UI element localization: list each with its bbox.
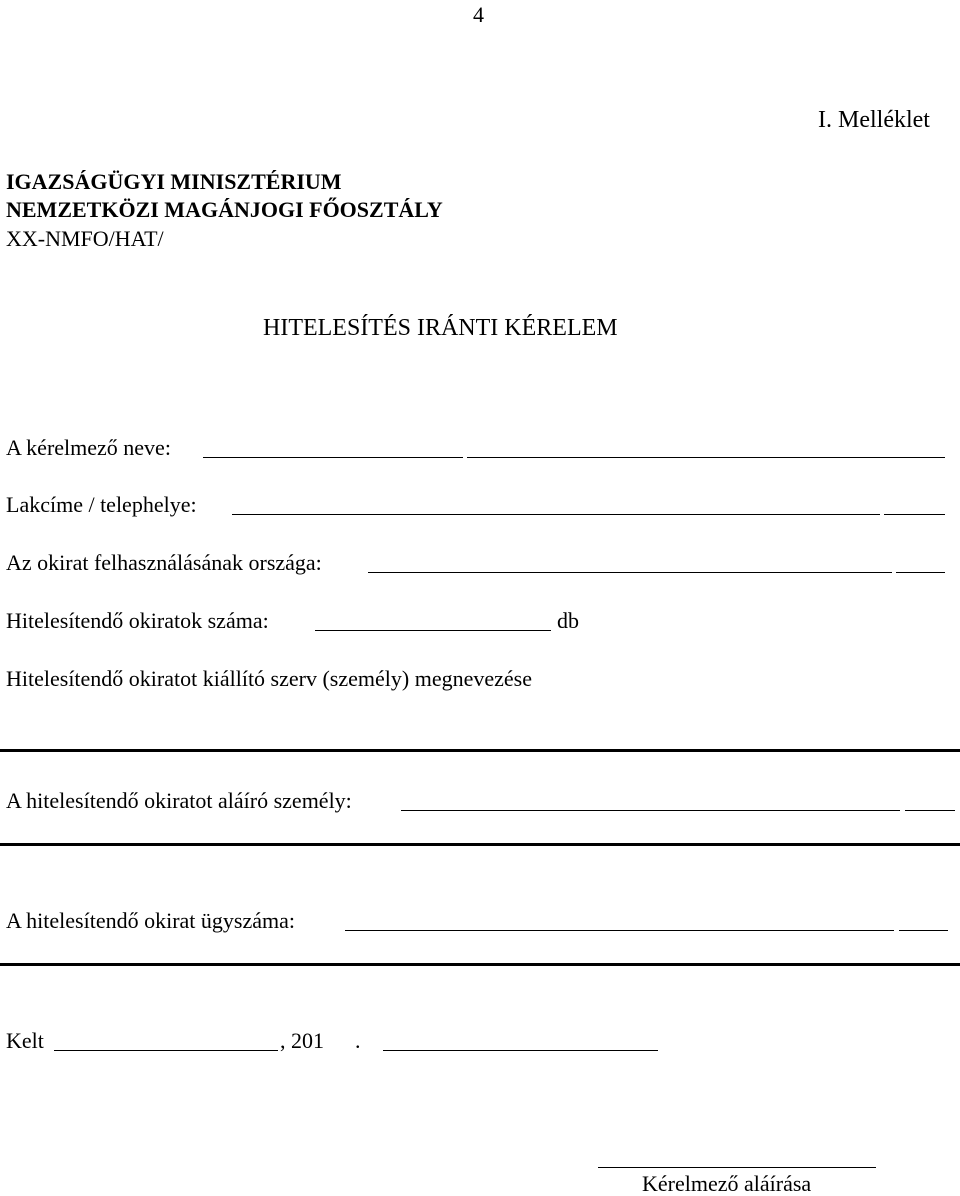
case-number-field-cont[interactable] bbox=[899, 930, 948, 931]
signer-label: A hitelesítendő okiratot aláíró személy: bbox=[6, 788, 352, 813]
signature-field[interactable] bbox=[598, 1167, 876, 1168]
doc-count-unit: db bbox=[557, 608, 579, 633]
page-number: 4 bbox=[473, 2, 484, 27]
doc-count-label: Hitelesítendő okiratok száma: bbox=[6, 608, 269, 633]
applicant-name-field[interactable] bbox=[203, 457, 463, 458]
issuer-label: Hitelesítendő okiratot kiállító szerv (személy) megnevezése bbox=[6, 666, 532, 691]
year-label: , 201 bbox=[280, 1028, 324, 1053]
country-field-cont[interactable] bbox=[896, 572, 945, 573]
kelt-label: Kelt bbox=[6, 1028, 44, 1053]
ministry-name: IGAZSÁGÜGYI MINISZTÉRIUM bbox=[6, 169, 342, 194]
signature-label: Kérelmező aláírása bbox=[642, 1171, 812, 1196]
address-field[interactable] bbox=[232, 514, 880, 515]
issuer-field[interactable] bbox=[0, 749, 960, 752]
address-label: Lakcíme / telephelye: bbox=[6, 492, 197, 517]
department-name: NEMZETKÖZI MAGÁNJOGI FŐOSZTÁLY bbox=[6, 197, 443, 222]
signer-field[interactable] bbox=[401, 810, 900, 811]
signer-field-cont[interactable] bbox=[905, 810, 955, 811]
date-dot: . bbox=[355, 1028, 361, 1053]
place-field[interactable] bbox=[54, 1050, 278, 1051]
reference-number: XX-NMFO/HAT/ bbox=[6, 226, 164, 251]
applicant-name-label: A kérelmező neve: bbox=[6, 435, 171, 460]
page-title: HITELESÍTÉS IRÁNTI KÉRELEM bbox=[263, 315, 618, 341]
case-number-label: A hitelesítendő okirat ügyszáma: bbox=[6, 908, 295, 933]
applicant-name-field-cont[interactable] bbox=[467, 457, 945, 458]
case-number-field[interactable] bbox=[345, 930, 894, 931]
address-field-cont[interactable] bbox=[884, 514, 945, 515]
annex-label: I. Melléklet bbox=[818, 107, 930, 133]
country-field[interactable] bbox=[368, 572, 892, 573]
date-field[interactable] bbox=[383, 1050, 658, 1051]
signer-divider bbox=[0, 843, 960, 846]
case-number-divider bbox=[0, 963, 960, 966]
doc-count-field[interactable] bbox=[315, 630, 551, 631]
country-label: Az okirat felhasználásának országa: bbox=[6, 550, 322, 575]
